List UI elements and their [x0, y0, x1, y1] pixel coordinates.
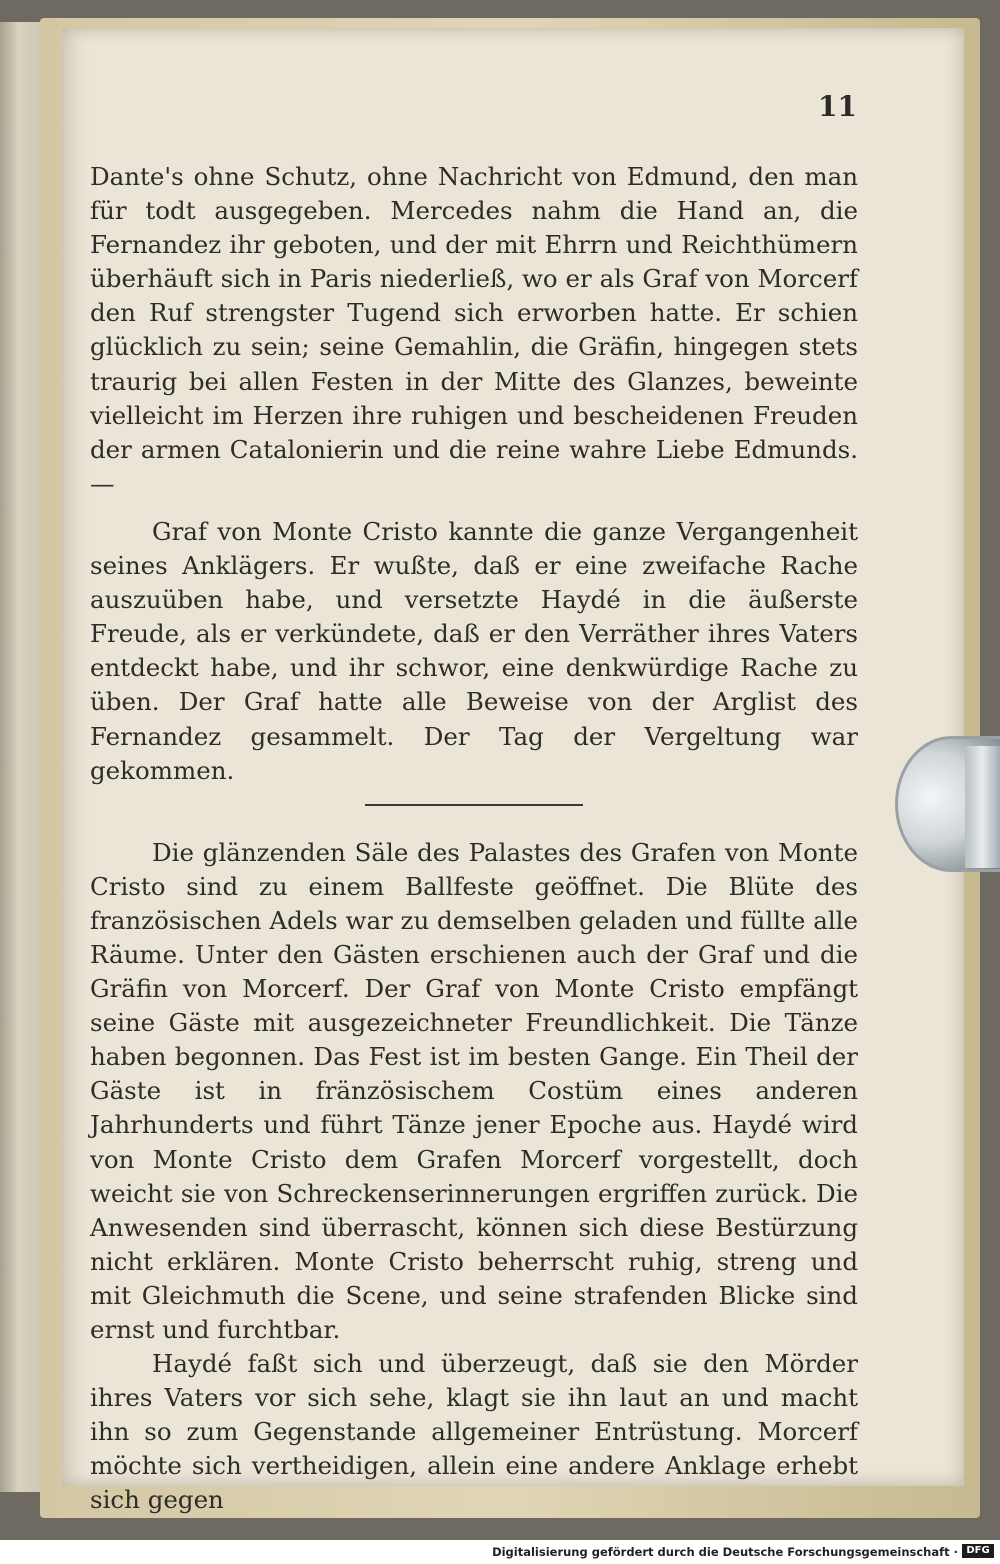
paragraph-3: Die glänzenden Säle des Palastes des Grafen von Monte Cristo sind zu einem Ballfeste geöffnet. Die Blüte des französischen Adels war zu demselben geladen und füllte alle Räume. Unter den Gästen erschienen auch der Graf und die Gräfin von Morcerf. Der Graf von Monte Cristo empfängt seine Gäste mit ausgezeichneter Freundlichkeit. Die Tänze haben begonnen. Das Fest ist im besten Gange. Ein Theil der Gäste ist in fränzösischem Costüm eines anderen Jahrhunderts und führt Tänze jener Epoche aus. Haydé wird von Monte Cristo dem Grafen Morcerf vorgestellt, doch weicht sie von Schreckenserinnerungen ergriffen zurück. Die Anwesenden sind überrascht, können sich diese Bestürzung nicht erklären. Monte Cristo beherrscht ruhig, streng und mit Gleichmuth die Scene, und seine strafenden Blicke sind ernst und furchtbar. — [90, 837, 858, 1344]
paragraph-1: Dante's ohne Schutz, ohne Nachricht von Edmund, den man für todt ausgegeben. Mercedes nahm die Hand an, die Fernandez ihr geboten, und der mit Ehrrn und Reichthümern überhäuft sich in Paris niederließ, wo er als Graf von Morcerf den Ruf strengster Tugend sich erworben hatte. Er schien glücklich zu sein; seine Gemahlin, die Gräfin, hingegen stets traurig bei allen Festen in der Mitte des Glanzes, beweinte vielleicht im Herzen ihre ruhigen und bescheidenen Freuden der armen Catalonierin und die reine wahre Liebe Edmunds. — — [90, 162, 858, 498]
paragraph-4: Haydé faßt sich und überzeugt, daß sie den Mörder ihres Vaters vor sich sehe, klagt sie ihn laut an und macht ihn so zum Gegenstande allgemeiner Entrüstung. Morcerf möchte sich vertheidigen, allein eine andere Anklage erhebt sich gegen — [90, 1349, 858, 1515]
page-clip-bar — [965, 746, 1000, 868]
paragraph-2: Graf von Monte Cristo kannte die ganze Vergangenheit seines Anklägers. Er wußte, daß er eine zweifache Rache auszuüben habe, und versetzte Haydé in die äußerste Freude, als er verkündete, daß er den Verräther ihres Vaters entdeckt habe, und ihr schwor, eine denkwürdige Rache zu üben. Der Graf hatte alle Beweise von der Arglist des Fernandez gesammelt. Der Tag der Vergeltung war gekommen. — [90, 516, 858, 785]
footer — [0, 1540, 1000, 1564]
paragraph-gap — [90, 501, 858, 515]
footer-credit: Digitalisierung gefördert durch die Deutsche Forschungsgemeinschaft · — [492, 1545, 958, 1559]
dfg-logo: DFG — [962, 1544, 994, 1558]
page-text — [90, 160, 858, 1518]
section-divider — [365, 804, 583, 806]
page-number: 11 — [818, 90, 857, 123]
